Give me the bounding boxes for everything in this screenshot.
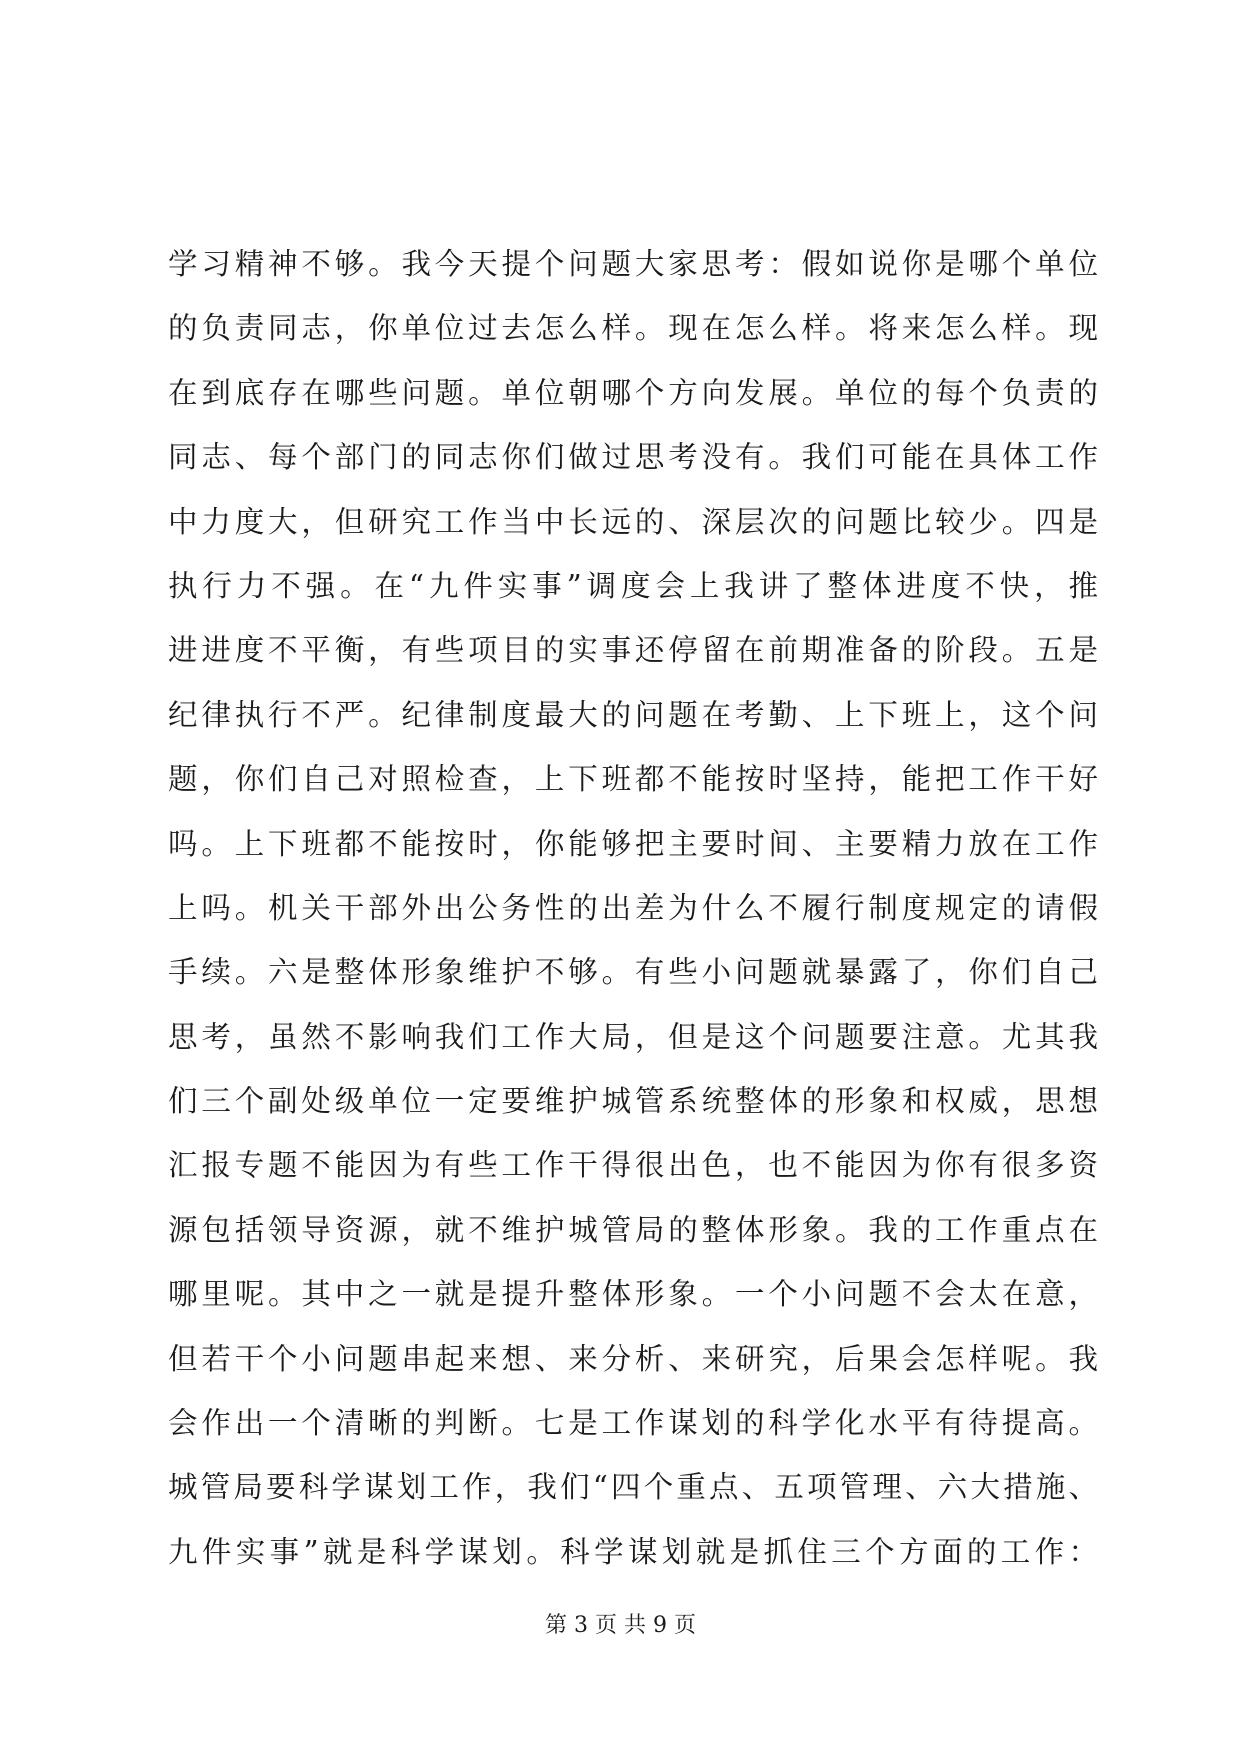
text-line: 题，你们自己对照检查，上下班都不能按时坚持，能把工作干好 (168, 762, 1098, 797)
text-line: 同志、每个部门的同志你们做过思考没有。我们可能在具体工作 (168, 440, 1098, 475)
text-line: 进进度不平衡，有些项目的实事还停留在前期准备的阶段。五是 (168, 633, 1098, 668)
body-text (168, 232, 1098, 1584)
text-line: 哪里呢。其中之一就是提升整体形象。一个小问题不会太在意， (168, 1277, 1098, 1312)
text-line: 在到底存在哪些问题。单位朝哪个方向发展。单位的每个负责的 (168, 375, 1098, 410)
text-line: 执行力不强。在“九件实事”调度会上我讲了整体进度不快，推 (168, 568, 1098, 603)
text-line: 学习精神不够。我今天提个问题大家思考：假如说你是哪个单位 (168, 247, 1098, 281)
text-line: 的负责同志，你单位过去怎么样。现在怎么样。将来怎么样。现 (168, 311, 1098, 346)
text-line: 思考，虽然不影响我们工作大局，但是这个问题要注意。尤其我 (168, 1019, 1098, 1054)
text-line: 手续。六是整体形象维护不够。有些小问题就暴露了，你们自己 (168, 955, 1098, 990)
text-line: 但若干个小问题串起来想、来分析、来研究，后果会怎样呢。我 (168, 1341, 1098, 1376)
page-number-footer: 第 3 页 共 9 页 (545, 1613, 696, 1638)
text-line: 源包括领导资源，就不维护城管局的整体形象。我的工作重点在 (168, 1212, 1098, 1247)
text-line: 中力度大，但研究工作当中长远的、深层次的问题比较少。四是 (168, 504, 1098, 539)
text-line: 城管局要科学谋划工作，我们“四个重点、五项管理、六大措施、 (168, 1470, 1098, 1505)
text-line: 上吗。机关干部外出公务性的出差为什么不履行制度规定的请假 (168, 890, 1098, 925)
text-line: 汇报专题不能因为有些工作干得很出色，也不能因为你有很多资 (168, 1148, 1098, 1183)
text-line: 纪律执行不严。纪律制度最大的问题在考勤、上下班上，这个问 (168, 697, 1098, 732)
text-line: 吗。上下班都不能按时，你能够把主要时间、主要精力放在工作 (168, 826, 1098, 861)
text-line: 们三个副处级单位一定要维护城管系统整体的形象和权威，思想 (168, 1084, 1098, 1119)
text-line: 会作出一个清晰的判断。七是工作谋划的科学化水平有待提高。 (168, 1406, 1098, 1441)
text-line: 九件实事”就是科学谋划。科学谋划就是抓住三个方面的工作： (168, 1534, 1098, 1569)
